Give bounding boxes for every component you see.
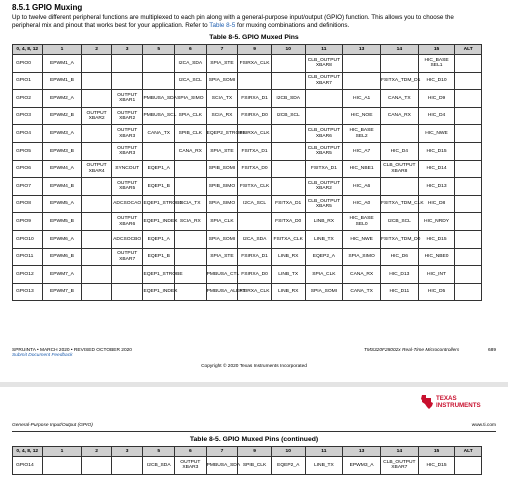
- mux-function-cell: OUTPUT XBAR7: [111, 248, 143, 266]
- column-header: 7: [206, 45, 238, 55]
- mux-function-cell: [343, 55, 381, 73]
- mux-function-cell: EPWM2_A: [42, 90, 82, 108]
- mux-function-cell: [82, 55, 112, 73]
- mux-function-cell: [143, 55, 175, 73]
- column-header: ALT: [455, 45, 482, 55]
- column-header: 1: [42, 45, 82, 55]
- table-row: [13, 248, 482, 266]
- ti-logo: [420, 392, 498, 414]
- mux-function-cell: HIC_D9: [418, 90, 455, 108]
- table-row: [13, 125, 482, 143]
- mux-function-cell: [82, 178, 112, 196]
- mux-function-cell: I2CB_SDA: [271, 90, 305, 108]
- mux-function-cell: [111, 72, 143, 90]
- mux-function-cell: [455, 160, 482, 178]
- table-row: [13, 55, 482, 73]
- mux-function-cell: [305, 90, 343, 108]
- mux-function-cell: EQEP2_A: [271, 457, 305, 475]
- mux-function-cell: CANA_RX: [175, 142, 207, 160]
- mux-function-cell: [380, 55, 418, 73]
- mux-function-cell: [111, 55, 143, 73]
- page-header-left: General-Purpose Input/Output (GPIO): [12, 423, 93, 428]
- column-header: 15: [418, 45, 455, 55]
- mux-function-cell: [455, 230, 482, 248]
- pin-name-cell: GPIO1: [13, 72, 43, 90]
- mux-function-cell: [271, 142, 305, 160]
- mux-function-cell: [343, 72, 381, 90]
- mux-function-cell: [455, 178, 482, 196]
- intro-text: Up to twelve different peripheral functions are multiplexed to each pin along with a general-purpose input/output (GPIO) function. This allows you to choose the peripheral mix and pinout that works best for your application. Refer to: [12, 14, 454, 30]
- mux-function-cell: HIC_BASE SEL2: [343, 125, 381, 143]
- mux-function-cell: CLB_OUTPUT XBAR7: [305, 72, 343, 90]
- mux-function-cell: EQEP1_A: [143, 230, 175, 248]
- column-header: 11: [305, 447, 343, 457]
- mux-function-cell: SPIA_SOMI: [206, 72, 238, 90]
- mux-function-cell: HIC_D4: [418, 107, 455, 125]
- column-header: 10: [271, 447, 305, 457]
- mux-function-cell: HIC_D15: [418, 230, 455, 248]
- mux-function-cell: [271, 178, 305, 196]
- mux-function-cell: CANA_TX: [380, 90, 418, 108]
- mux-function-cell: EPWM3_A: [42, 125, 82, 143]
- mux-function-cell: I2CA_SDA: [175, 55, 207, 73]
- mux-function-cell: HIC_NWE: [343, 230, 381, 248]
- mux-function-cell: LINB_RX: [271, 283, 305, 301]
- mux-function-cell: [271, 125, 305, 143]
- page-break: [0, 382, 508, 387]
- mux-function-cell: OUTPUT XBAR2: [82, 107, 112, 125]
- mux-function-cell: PMBUSA_SCL: [143, 107, 175, 125]
- mux-function-cell: EQEP2_STROBE: [206, 125, 238, 143]
- mux-function-cell: EPWM4_B: [42, 178, 82, 196]
- column-header: 11: [305, 45, 343, 55]
- mux-function-cell: [175, 248, 207, 266]
- mux-function-cell: HIC_BASE SEL0: [343, 213, 381, 231]
- mux-function-cell: [82, 72, 112, 90]
- copyright: Copyright © 2020 Texas Instruments Incorporated: [201, 364, 307, 369]
- mux-function-cell: PMBUSA_SDA: [143, 90, 175, 108]
- mux-function-cell: HIC_D4: [380, 142, 418, 160]
- mux-function-cell: SCIA_RX: [206, 107, 238, 125]
- column-header: 2: [82, 447, 112, 457]
- mux-function-cell: HIC_NOE: [343, 107, 381, 125]
- mux-function-cell: CLB_OUTPUT XBAR2: [305, 178, 343, 196]
- mux-function-cell: HIC_D15: [418, 142, 455, 160]
- table-title: Table 8-5. GPIO Muxed Pins: [209, 34, 299, 41]
- mux-function-cell: FSITXA_TDM_CLK: [380, 195, 418, 213]
- mux-function-cell: [82, 283, 112, 301]
- column-header: 6: [175, 45, 207, 55]
- mux-function-cell: EPWM5_A: [42, 195, 82, 213]
- mux-function-cell: [143, 72, 175, 90]
- mux-function-cell: [82, 142, 112, 160]
- mux-function-cell: FSITXA_CLK: [238, 178, 272, 196]
- mux-function-cell: CLB_OUTPUT XBAR5: [305, 142, 343, 160]
- table-row: [13, 142, 482, 160]
- gpio-mux-table-continued: [12, 446, 482, 475]
- mux-function-cell: SPIA_STE: [206, 55, 238, 73]
- mux-function-cell: [82, 248, 112, 266]
- mux-function-cell: I2CA_SCL: [238, 195, 272, 213]
- logo-line2: INSTRUMENTS: [436, 402, 481, 409]
- mux-function-cell: EPWM6_B: [42, 248, 82, 266]
- mux-function-cell: SCIA_TX: [206, 90, 238, 108]
- pin-name-cell: GPIO3: [13, 107, 43, 125]
- mux-function-cell: CANA_TX: [143, 125, 175, 143]
- mux-function-cell: [380, 178, 418, 196]
- column-header: 14: [380, 447, 418, 457]
- mux-function-cell: CANA_TX: [343, 283, 381, 301]
- mux-function-cell: HIC_D13: [380, 266, 418, 284]
- pin-name-cell: GPIO6: [13, 160, 43, 178]
- mux-function-cell: OUTPUT XBAR3: [111, 125, 143, 143]
- mux-function-cell: HIC_A7: [343, 142, 381, 160]
- column-header: 3: [111, 447, 143, 457]
- mux-function-cell: ADCSOCAO: [111, 195, 143, 213]
- mux-function-cell: SPIB_CLK: [175, 125, 207, 143]
- mux-function-cell: FSIRXA_D0: [238, 107, 272, 125]
- mux-function-cell: OUTPUT XBAR5: [111, 178, 143, 196]
- mux-function-cell: EQEP1_B: [143, 248, 175, 266]
- mux-function-cell: LINB_RX: [271, 248, 305, 266]
- mux-function-cell: [111, 266, 143, 284]
- mux-function-cell: I2CA_SDA: [238, 230, 272, 248]
- column-header: 13: [343, 447, 381, 457]
- mux-function-cell: [455, 248, 482, 266]
- mux-function-cell: FSIRXA_CLK: [238, 283, 272, 301]
- mux-function-cell: SPIA_SIMO: [206, 195, 238, 213]
- mux-function-cell: FSITXA_D1: [238, 142, 272, 160]
- column-header: 10: [271, 45, 305, 55]
- mux-function-cell: EPWM1_A: [42, 55, 82, 73]
- mux-function-cell: LINB_RX: [305, 213, 343, 231]
- mux-function-cell: EPWM7_A: [42, 266, 82, 284]
- mux-function-cell: [82, 195, 112, 213]
- mux-function-cell: PMBUSA_CTL: [206, 266, 238, 284]
- mux-function-cell: SCIA_TX: [175, 195, 207, 213]
- mux-function-cell: HIC_INT: [418, 266, 455, 284]
- mux-function-cell: [455, 72, 482, 90]
- mux-function-cell: SYNCOUT: [111, 160, 143, 178]
- mux-function-cell: EQEP2_A: [305, 248, 343, 266]
- mux-function-cell: [380, 125, 418, 143]
- document-id: SPRUINTA • MARCH 2020 • REVISED OCTOBER 2020: [12, 348, 132, 353]
- mux-function-cell: FSITXA_D0: [238, 160, 272, 178]
- pin-name-cell: GPIO2: [13, 90, 43, 108]
- mux-function-cell: HIC_A0: [343, 195, 381, 213]
- mux-function-cell: HIC_D6: [380, 248, 418, 266]
- mux-function-cell: OUTPUT XBAR3: [111, 142, 143, 160]
- mux-function-cell: I2CB_SCL: [271, 107, 305, 125]
- column-header: 14: [380, 45, 418, 55]
- mux-function-cell: EPWM2_B: [42, 107, 82, 125]
- intro-paragraph: [12, 14, 482, 31]
- ti-state-icon: [420, 394, 434, 410]
- pin-name-cell: GPIO11: [13, 248, 43, 266]
- mux-function-cell: HIC_D15: [418, 457, 455, 475]
- table-row: [13, 283, 482, 301]
- mux-function-cell: [271, 55, 305, 73]
- mux-function-cell: HIC_D5: [418, 283, 455, 301]
- mux-function-cell: OUTPUT XBAR4: [82, 160, 112, 178]
- submit-feedback-link[interactable]: Submit Document Feedback: [12, 353, 73, 358]
- mux-function-cell: SPIA_CLK: [206, 213, 238, 231]
- mux-function-cell: HIC_D11: [380, 283, 418, 301]
- mux-function-cell: [111, 283, 143, 301]
- mux-function-cell: I2CA_SCL: [175, 72, 207, 90]
- pin-name-cell: GPIO9: [13, 213, 43, 231]
- column-header: 7: [206, 447, 238, 457]
- mux-function-cell: [82, 266, 112, 284]
- header-rule: [12, 431, 496, 432]
- mux-function-cell: [455, 107, 482, 125]
- document-title: TMS320F28002x Real-Time Microcontrollers: [363, 348, 460, 353]
- table-row: [13, 195, 482, 213]
- column-header: 5: [143, 447, 175, 457]
- table-title-continued: Table 8-5. GPIO Muxed Pins (continued): [189, 436, 319, 443]
- mux-function-cell: [305, 107, 343, 125]
- mux-function-cell: [238, 213, 272, 231]
- mux-function-cell: EQEP1_A: [143, 160, 175, 178]
- mux-function-cell: EPWM5_B: [42, 213, 82, 231]
- mux-function-cell: FSIRXA_CLK: [238, 125, 272, 143]
- mux-function-cell: [455, 142, 482, 160]
- mux-function-cell: [42, 457, 82, 475]
- mux-function-cell: FSITXA_D1: [305, 160, 343, 178]
- mux-function-cell: HIC_NBE1: [343, 160, 381, 178]
- mux-function-cell: [455, 213, 482, 231]
- mux-function-cell: SPIA_SIMO: [343, 248, 381, 266]
- mux-function-cell: [455, 195, 482, 213]
- mux-function-cell: CANA_RX: [380, 107, 418, 125]
- mux-function-cell: LINB_TX: [271, 266, 305, 284]
- mux-function-cell: SPIA_SIMO: [175, 90, 207, 108]
- mux-function-cell: FSIRXA_D0: [238, 266, 272, 284]
- mux-function-cell: EQEP1_B: [143, 178, 175, 196]
- mux-function-cell: SCIA_RX: [175, 213, 207, 231]
- mux-function-cell: HIC_NWE: [418, 125, 455, 143]
- mux-function-cell: EPWM3_A: [343, 457, 381, 475]
- mux-function-cell: FSITXA_D0: [271, 213, 305, 231]
- table-reference-link[interactable]: Table 8-5: [209, 22, 236, 30]
- mux-function-cell: [82, 125, 112, 143]
- mux-function-cell: EQEP1_STROBE: [143, 266, 175, 284]
- column-header: 5: [143, 45, 175, 55]
- table-header-row: [13, 45, 482, 55]
- mux-function-cell: [82, 213, 112, 231]
- mux-function-cell: FSITXA_TDM_D0: [380, 230, 418, 248]
- pin-name-cell: GPIO7: [13, 178, 43, 196]
- section-title: 8.5.1 GPIO Muxing: [12, 3, 83, 12]
- mux-function-cell: HIC_D13: [418, 178, 455, 196]
- table-row: [13, 160, 482, 178]
- mux-function-cell: CANA_RX: [343, 266, 381, 284]
- mux-function-cell: [175, 160, 207, 178]
- mux-function-cell: OUTPUT XBAR1: [111, 90, 143, 108]
- column-header: 9: [238, 447, 272, 457]
- table-row: [13, 107, 482, 125]
- mux-function-cell: SPIA_SOMI: [305, 283, 343, 301]
- mux-function-cell: SPIA_CLK: [175, 107, 207, 125]
- mux-function-cell: [455, 90, 482, 108]
- mux-function-cell: [175, 178, 207, 196]
- mux-function-cell: FSITXA_D1: [271, 195, 305, 213]
- mux-function-cell: [455, 125, 482, 143]
- table-row: [13, 457, 482, 475]
- mux-function-cell: HIC_NBE0: [418, 248, 455, 266]
- pin-name-cell: GPIO13: [13, 283, 43, 301]
- mux-function-cell: FSIRXA_CLK: [238, 55, 272, 73]
- table-row: [13, 266, 482, 284]
- mux-function-cell: FSIRXA_D1: [238, 90, 272, 108]
- mux-function-cell: SPIA_STE: [206, 142, 238, 160]
- mux-function-cell: SPIB_SOMI: [206, 160, 238, 178]
- mux-function-cell: HIC_D14: [418, 160, 455, 178]
- mux-function-cell: CLB_OUTPUT XBAR8: [380, 160, 418, 178]
- mux-function-cell: [455, 283, 482, 301]
- mux-function-cell: FSITXA_CLK: [271, 230, 305, 248]
- column-header: 15: [418, 447, 455, 457]
- table-row: [13, 72, 482, 90]
- pin-name-cell: GPIO12: [13, 266, 43, 284]
- mux-function-cell: HIC_NRDY: [418, 213, 455, 231]
- table-row: [13, 90, 482, 108]
- mux-function-cell: [271, 72, 305, 90]
- mux-function-cell: [271, 160, 305, 178]
- table-header-row: [13, 447, 482, 457]
- mux-function-cell: CLB_OUTPUT XBAR7: [380, 457, 418, 475]
- pin-name-cell: GPIO5: [13, 142, 43, 160]
- mux-function-cell: EQEP1_INDEX: [143, 213, 175, 231]
- column-header: 9: [238, 45, 272, 55]
- mux-function-cell: SPIA_SOMI: [206, 230, 238, 248]
- mux-function-cell: [238, 72, 272, 90]
- column-header: 0, 4, 8, 12: [13, 447, 43, 457]
- mux-function-cell: EPWM7_B: [42, 283, 82, 301]
- mux-function-cell: SPIB_SIMO: [206, 178, 238, 196]
- mux-function-cell: PMBUSA_ALERT: [206, 283, 238, 301]
- mux-function-cell: CLB_OUTPUT XBAR8: [305, 55, 343, 73]
- intro-tail: for muxing combinations and definitions.: [235, 22, 350, 30]
- column-header: 0, 4, 8, 12: [13, 45, 43, 55]
- mux-function-cell: SPIA_CLK: [305, 266, 343, 284]
- mux-function-cell: [455, 457, 482, 475]
- footer-right: [286, 348, 496, 353]
- mux-function-cell: [175, 230, 207, 248]
- mux-function-cell: EPWM1_B: [42, 72, 82, 90]
- mux-function-cell: EPWM3_B: [42, 142, 82, 160]
- mux-function-cell: EPWM6_A: [42, 230, 82, 248]
- mux-function-cell: HIC_D10: [418, 72, 455, 90]
- mux-function-cell: EQEP1_STROBE: [143, 195, 175, 213]
- column-header: 13: [343, 45, 381, 55]
- mux-function-cell: [455, 55, 482, 73]
- column-header: 1: [42, 447, 82, 457]
- mux-function-cell: ADCSOCBO: [111, 230, 143, 248]
- logo-line1: TEXAS: [436, 395, 457, 402]
- column-header: ALT: [455, 447, 482, 457]
- mux-function-cell: [175, 283, 207, 301]
- mux-function-cell: HIC_A1: [343, 90, 381, 108]
- mux-function-cell: [82, 90, 112, 108]
- mux-function-cell: CLB_OUTPUT XBAR6: [305, 125, 343, 143]
- mux-function-cell: LINB_TX: [305, 457, 343, 475]
- gpio-mux-table: [12, 44, 482, 301]
- page-header-right[interactable]: www.ti.com: [471, 423, 496, 428]
- column-header: 2: [82, 45, 112, 55]
- table-row: [13, 213, 482, 231]
- column-header: 3: [111, 45, 143, 55]
- mux-function-cell: HIC_D8: [418, 195, 455, 213]
- footer-left: [12, 348, 132, 358]
- mux-function-cell: OUTPUT XBAR2: [111, 107, 143, 125]
- mux-function-cell: HIC_A6: [343, 178, 381, 196]
- mux-function-cell: LINB_TX: [305, 230, 343, 248]
- mux-function-cell: [82, 230, 112, 248]
- mux-function-cell: [455, 266, 482, 284]
- mux-function-cell: HIC_BASE SEL1: [418, 55, 455, 73]
- pin-name-cell: GPIO14: [13, 457, 43, 475]
- mux-function-cell: EPWM4_A: [42, 160, 82, 178]
- page-number: 689: [487, 348, 496, 353]
- ti-wordmark: [436, 395, 481, 409]
- mux-function-cell: OUTPUT XBAR3: [175, 457, 207, 475]
- mux-function-cell: OUTPUT XBAR6: [111, 213, 143, 231]
- mux-function-cell: I2CB_SDA: [143, 457, 175, 475]
- mux-function-cell: SPIA_STE: [206, 248, 238, 266]
- column-header: 6: [175, 447, 207, 457]
- pin-name-cell: GPIO10: [13, 230, 43, 248]
- mux-function-cell: SPIB_CLK: [238, 457, 272, 475]
- mux-function-cell: EQEP1_INDEX: [143, 283, 175, 301]
- mux-function-cell: FSIRXA_D1: [238, 248, 272, 266]
- pin-name-cell: GPIO4: [13, 125, 43, 143]
- table-row: [13, 178, 482, 196]
- table-row: [13, 230, 482, 248]
- mux-function-cell: CLB_OUTPUT XBAR5: [305, 195, 343, 213]
- mux-function-cell: [82, 457, 112, 475]
- mux-function-cell: I2CB_SCL: [380, 213, 418, 231]
- mux-function-cell: [143, 142, 175, 160]
- mux-function-cell: PMBUSA_SDA: [206, 457, 238, 475]
- mux-function-cell: [111, 457, 143, 475]
- pin-name-cell: GPIO8: [13, 195, 43, 213]
- mux-function-cell: FSITXA_TDM_D1: [380, 72, 418, 90]
- pin-name-cell: GPIO0: [13, 55, 43, 73]
